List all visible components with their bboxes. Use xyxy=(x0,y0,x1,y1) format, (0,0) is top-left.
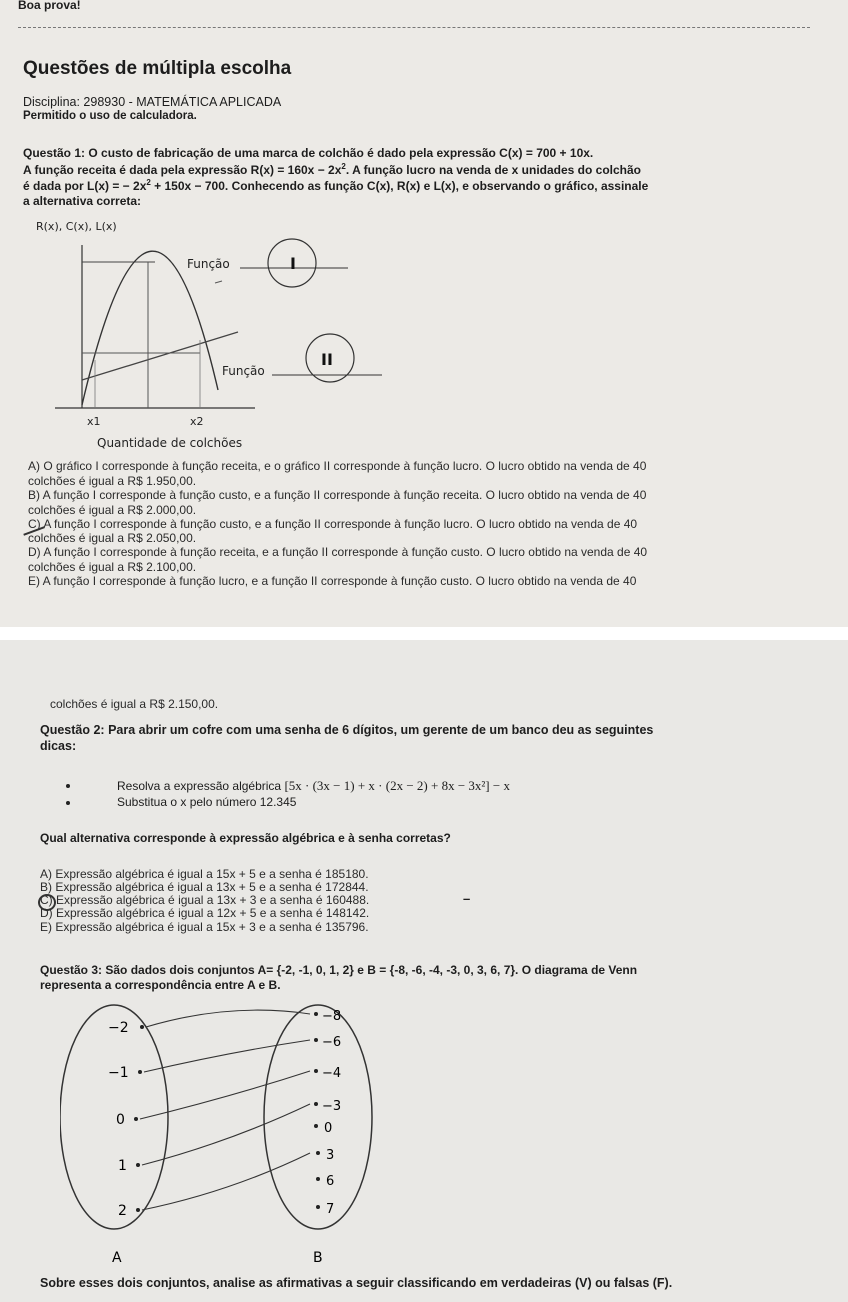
set-b-element: 3 xyxy=(326,1148,335,1163)
set-b-element: 6 xyxy=(326,1174,335,1189)
page-gap xyxy=(0,627,848,640)
graph-roman-2: II xyxy=(321,350,333,369)
q2-expression: [5x · (3x − 1) + x · (2x − 2) + 8x − 3x²] − x xyxy=(284,778,510,793)
q1-option-b-line1[interactable]: B) A função I corresponde à função custo, e a função II corresponde à função receita. O lucro obtido na venda de 40 xyxy=(28,488,647,502)
q2-bullet-2-text: Substitua o x pelo número 12.345 xyxy=(117,795,297,809)
q2-bullet-1-text xyxy=(117,778,510,794)
graph-pointer-1 xyxy=(215,281,222,283)
graph-x2-label: x2 xyxy=(190,415,204,428)
set-a-label: A xyxy=(112,1250,122,1266)
exam-page-1 xyxy=(0,0,848,627)
header-text: Boa prova! xyxy=(18,0,81,12)
q2-option-d[interactable]: D) Expressão algébrica é igual a 12x + 5 e a senha é 148142. xyxy=(40,906,370,920)
set-a-ellipse xyxy=(60,1005,168,1229)
q2-option-b[interactable]: B) Expressão algébrica é igual a 13x + 5 e a senha é 172844. xyxy=(40,880,369,894)
q1-revenue-exponent: 2 xyxy=(341,162,346,171)
set-a-element: 1 xyxy=(118,1158,127,1174)
q3-closing: Sobre esses dois conjuntos, analise as afirmativas a seguir classificando em verdadeiras (V) ou falsas (F). xyxy=(40,1276,673,1290)
venn-arrow xyxy=(146,1010,310,1027)
q1-instruction: + 150x − 700. Conhecendo as função C(x), R(x) e L(x), e observando o gráfico, assinale xyxy=(150,179,649,193)
venn-arrow xyxy=(142,1153,310,1210)
q1-text: O custo de fabricação de uma marca de colchão é dado pela expressão C(x) = 700 + 10x. xyxy=(88,146,594,160)
q1-option-d-line1[interactable]: D) A função I corresponde à função receita, e a função II corresponde à função custo. O lucro obtido na venda de 40 xyxy=(28,545,648,559)
q1-line-3 xyxy=(23,178,648,193)
set-b-label: B xyxy=(313,1250,323,1266)
section-title: Questões de múltipla escolha xyxy=(23,58,292,79)
venn-arrow xyxy=(144,1040,310,1072)
q1-option-d-line2: colchões é igual a R$ 2.100,00. xyxy=(28,560,197,574)
venn-arrows xyxy=(140,1010,310,1210)
q1-option-e-line1[interactable]: E) A função I corresponde à função lucro, e a função II corresponde à função custo. O lucro obtido na venda de 40 xyxy=(28,574,637,588)
exam-page-2 xyxy=(0,640,848,1302)
q2-bullet-1-label: Resolva a expressão algébrica xyxy=(117,779,282,793)
set-a-element: 2 xyxy=(118,1203,127,1219)
q3-line-1: Questão 3: São dados dois conjuntos A= {-2, -1, 0, 1, 2} e B = {-8, -6, -4, -3, 0, 3, 6, 7}. O diagrama de Venn xyxy=(40,963,638,977)
q1-option-a-line2: colchões é igual a R$ 1.950,00. xyxy=(28,474,197,488)
q2-option-c[interactable]: C) Expressão algébrica é igual a 13x + 3 e a senha é 160488. xyxy=(40,893,370,907)
q1-line-1 xyxy=(23,146,593,160)
q1-label: Questão 1: xyxy=(23,146,86,160)
q2-option-e[interactable]: E) Expressão algébrica é igual a 15x + 3 e a senha é 135796. xyxy=(40,920,369,934)
set-a-element: −1 xyxy=(108,1065,129,1081)
q1-profit-text: . A função lucro na venda de x unidades do colchão xyxy=(345,163,642,177)
q2-option-a[interactable]: A) Expressão algébrica é igual a 15x + 5 e a senha é 185180. xyxy=(40,867,369,881)
q1-profit-exponent: 2 xyxy=(146,178,151,187)
q1-option-c-line2: colchões é igual a R$ 2.050,00. xyxy=(28,531,197,545)
graph-function-2-label: Função xyxy=(222,364,265,378)
graph-revenue-curve xyxy=(82,251,218,405)
q1-revenue-text: A função receita é dada pela expressão R(x) = 160x − 2x xyxy=(23,163,342,177)
set-b-element: −8 xyxy=(322,1009,342,1024)
header-divider xyxy=(18,27,810,28)
q2-bullet-1 xyxy=(66,784,70,788)
graph-function-1-label: Função xyxy=(187,257,230,271)
graph-x1-label: x1 xyxy=(87,415,101,428)
set-a-element: 0 xyxy=(116,1112,125,1128)
graph-x-label: Quantidade de colchões xyxy=(97,436,243,450)
q2-line-2: dicas: xyxy=(40,739,77,753)
set-b-element: −4 xyxy=(322,1066,342,1081)
calculator-note: Permitido o uso de calculadora. xyxy=(23,110,197,122)
q2-question: Qual alternativa corresponde à expressão algébrica e à senha corretas? xyxy=(40,831,451,845)
venn-diagram xyxy=(60,1002,380,1272)
set-b-element: −6 xyxy=(322,1035,342,1050)
q1-option-a-line1[interactable]: A) O gráfico I corresponde à função receita, e o gráfico II corresponde à função lucro. O lucro obtido na venda de 40 xyxy=(28,459,647,473)
q1-line-4: a alternativa correta: xyxy=(23,194,142,208)
graph-y-label: R(x), C(x), L(x) xyxy=(36,220,117,233)
set-b-element: 7 xyxy=(326,1202,335,1217)
q1-graph xyxy=(0,205,400,455)
q1-line-2 xyxy=(23,162,641,177)
q1-option-b-line2: colchões é igual a R$ 2.000,00. xyxy=(28,503,197,517)
discipline-text: Disciplina: 298930 - MATEMÁTICA APLICADA xyxy=(23,95,282,109)
set-b-element: 0 xyxy=(324,1121,333,1136)
q2-option-c-mark-dash: – xyxy=(463,891,471,906)
set-a-element: −2 xyxy=(108,1020,129,1036)
q1-profit-expr: é dada por L(x) = − 2x xyxy=(23,179,147,193)
q2-line-1: Questão 2: Para abrir um cofre com uma senha de 6 dígitos, um gerente de um banco deu as seguintes xyxy=(40,723,654,737)
graph-roman-1: I xyxy=(290,254,296,273)
set-b-element: −3 xyxy=(322,1099,342,1114)
q1-option-e-line2: colchões é igual a R$ 2.150,00. xyxy=(50,697,219,711)
q3-line-2: representa a correspondência entre A e B. xyxy=(40,978,281,992)
q1-option-c-line1[interactable]: C) A função I corresponde à função custo, e a função II corresponde à função lucro. O lucro obtido na venda de 40 xyxy=(28,517,638,531)
q2-bullet-2 xyxy=(66,801,70,805)
